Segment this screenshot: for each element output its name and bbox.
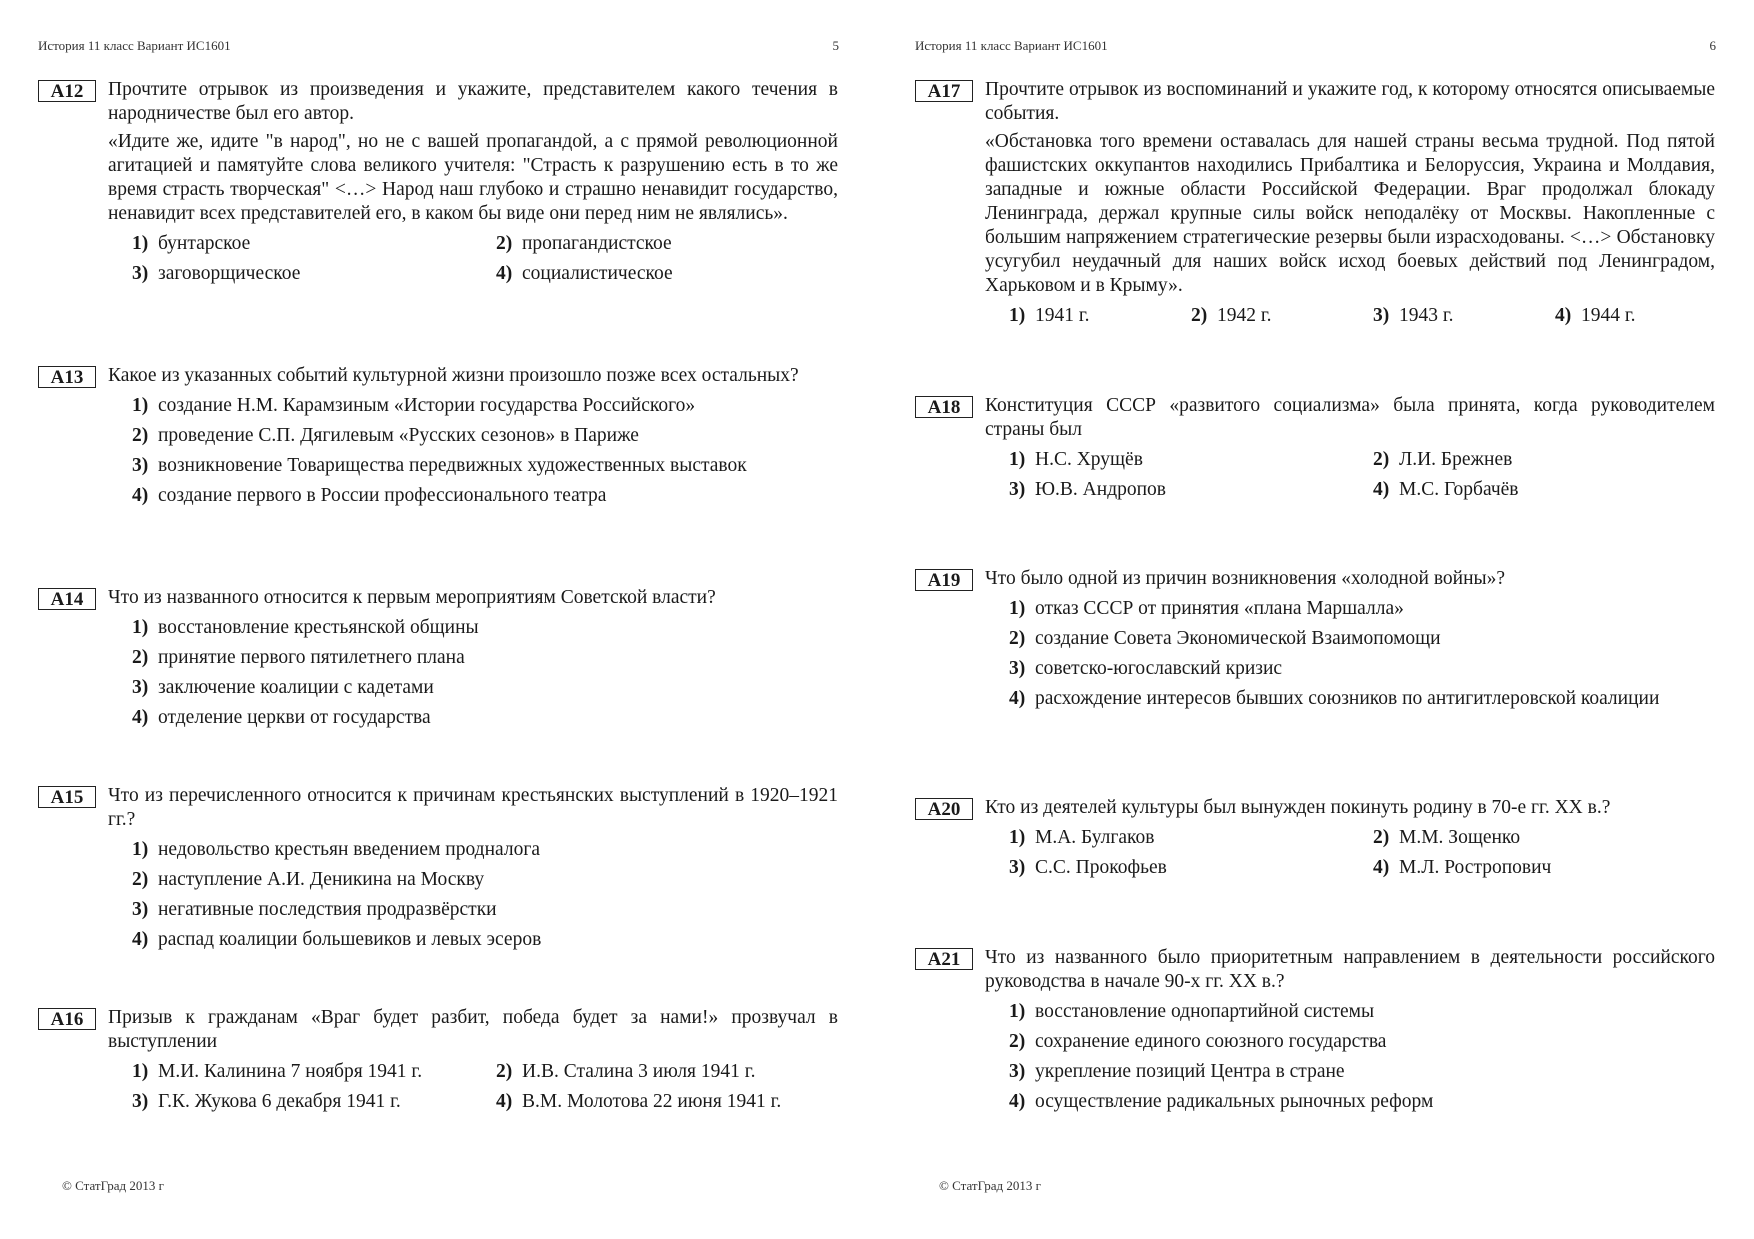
- question-text: Что из названного было приоритетным направлением в деятельности российского руководства в начале 90-х гг. XX в.?: [985, 947, 1715, 992]
- answer-option[interactable]: 3) возникновение Товарищества передвижных художественных выставок: [132, 455, 747, 476]
- answer-option[interactable]: 3) заключение коалиции с кадетами: [132, 677, 434, 698]
- question-text: Конституция СССР «развитого социализма» была принята, когда руководителем страны был: [985, 395, 1715, 440]
- answer-option[interactable]: 4) социалистическое: [496, 263, 673, 284]
- answer-option[interactable]: 1) М.А. Булгаков: [1009, 827, 1155, 848]
- answer-option[interactable]: 3) С.С. Прокофьев: [1009, 857, 1167, 878]
- question-a18: [915, 394, 1715, 502]
- answer-option[interactable]: 4) М.Л. Ростропович: [1373, 857, 1552, 878]
- answer-option[interactable]: 4) М.С. Горбачёв: [1373, 479, 1519, 500]
- question-number-box: A12: [38, 80, 96, 102]
- answer-option[interactable]: 3) 1943 г.: [1373, 305, 1454, 326]
- question-a14: [38, 586, 838, 736]
- answer-option[interactable]: 4) расхождение интересов бывших союзников по антигитлеровской коалиции: [1009, 688, 1660, 709]
- page-number: 5: [832, 38, 839, 53]
- answer-option[interactable]: 3) советско-югославский кризис: [1009, 658, 1283, 679]
- answer-option[interactable]: 1) 1941 г.: [1009, 305, 1090, 326]
- answer-option[interactable]: 1) восстановление крестьянской общины: [132, 617, 479, 638]
- question-a19: [915, 567, 1715, 717]
- answer-options: [132, 1060, 838, 1114]
- question-number-box: A17: [915, 80, 973, 102]
- answer-option[interactable]: 1) восстановление однопартийной системы: [1009, 1001, 1375, 1022]
- question-a16: [38, 1006, 838, 1114]
- question-text: Что было одной из причин возникновения «холодной войны»?: [985, 568, 1506, 589]
- question-text: Прочтите отрывок из воспоминаний и укажите год, к которому относятся описываемые события.: [985, 79, 1715, 124]
- answer-option[interactable]: 1) бунтарское: [132, 233, 251, 254]
- answer-option[interactable]: 2) 1942 г.: [1191, 305, 1272, 326]
- question-number-box: A14: [38, 588, 96, 610]
- answer-options: [132, 838, 838, 952]
- question-text: Что из названного относится к первым мероприятиям Советской власти?: [108, 587, 716, 608]
- answer-option[interactable]: 4) 1944 г.: [1555, 305, 1636, 326]
- question-number-box: A13: [38, 366, 96, 388]
- question-a21: [915, 946, 1715, 1120]
- answer-option[interactable]: 3) укрепление позиций Центра в стране: [1009, 1061, 1345, 1082]
- answer-options: [132, 616, 838, 730]
- header-title: История 11 класс Вариант ИС1601: [38, 38, 231, 53]
- answer-option[interactable]: 2) создание Совета Экономической Взаимопомощи: [1009, 628, 1441, 649]
- answer-options: [1009, 1000, 1715, 1114]
- question-a12: [38, 78, 838, 286]
- question-number-box: A21: [915, 948, 973, 970]
- question-a17: [915, 78, 1715, 334]
- question-number-box: A19: [915, 569, 973, 591]
- answer-option[interactable]: 4) осуществление радикальных рыночных реформ: [1009, 1091, 1434, 1112]
- question-text: Какое из указанных событий культурной жизни произошло позже всех остальных?: [108, 365, 799, 386]
- answer-options: [1009, 448, 1715, 502]
- answer-option[interactable]: 4) отделение церкви от государства: [132, 707, 431, 728]
- answer-option[interactable]: 3) Г.К. Жукова 6 декабря 1941 г.: [132, 1091, 401, 1112]
- answer-option[interactable]: 4) В.М. Молотова 22 июня 1941 г.: [496, 1091, 782, 1112]
- question-text: Что из перечисленного относится к причинам крестьянских выступлений в 1920–1921 гг.?: [108, 785, 838, 830]
- answer-options: [1009, 597, 1715, 711]
- answer-option[interactable]: 1) создание Н.М. Карамзиным «Истории государства Российского»: [132, 395, 696, 416]
- question-quote: «Идите же, идите "в народ", но не с вашей пропагандой, а с прямой революционной агитацией и памятуйте слова великого учителя: "Страсть к разрушению есть в то же время страсть творческая" <…> Народ наш глубоко и страшно ненавидит государство, ненавидит всех представителей его, в каком бы виде они перед ним не являлись».: [108, 131, 838, 224]
- answer-option[interactable]: 2) наступление А.И. Деникина на Москву: [132, 869, 485, 890]
- answer-option[interactable]: 4) распад коалиции большевиков и левых эсеров: [132, 929, 542, 950]
- answer-option[interactable]: 3) Ю.В. Андропов: [1009, 479, 1167, 500]
- question-a15: [38, 784, 838, 958]
- question-text: Кто из деятелей культуры был вынужден покинуть родину в 70-е гг. XX в.?: [985, 797, 1611, 818]
- question-text: Прочтите отрывок из произведения и укажите, представителем какого течения в народничестве был его автор.: [108, 79, 838, 124]
- page-number: 6: [1709, 38, 1716, 53]
- answer-option[interactable]: 2) принятие первого пятилетнего плана: [132, 647, 465, 668]
- answer-option[interactable]: 2) проведение С.П. Дягилевым «Русских сезонов» в Париже: [132, 425, 639, 446]
- answer-option[interactable]: 1) М.И. Калинина 7 ноября 1941 г.: [132, 1061, 423, 1082]
- question-quote: «Обстановка того времени оставалась для нашей страны весьма трудной. Под пятой фашистских оккупантов находились Прибалтика и Белоруссия, Украина и Молдавия, западные и южные области Российской Федерации. Враг продолжал блокаду Ленинграда, держал крупные силы войск неподалёку от Москвы. Накопленные с большим напряжением стратегические резервы были израсходованы. <…> Обстановку усугубил неудачный для наших войск исход боевых действий под Ленинградом, Харьковом и в Крыму».: [985, 131, 1715, 296]
- answer-options: [1009, 826, 1715, 880]
- page-header: [38, 38, 839, 54]
- answer-option[interactable]: 2) сохранение единого союзного государства: [1009, 1031, 1387, 1052]
- page-header: [915, 38, 1716, 54]
- answer-options: [132, 232, 838, 286]
- answer-option[interactable]: 2) Л.И. Брежнев: [1373, 449, 1513, 470]
- answer-options: [132, 394, 838, 508]
- answer-options: [1009, 304, 1715, 334]
- question-number-box: A18: [915, 396, 973, 418]
- answer-option[interactable]: 1) Н.С. Хрущёв: [1009, 449, 1143, 470]
- answer-option[interactable]: 2) пропагандистское: [496, 233, 672, 254]
- answer-option[interactable]: 3) заговорщическое: [132, 263, 301, 284]
- answer-option[interactable]: 2) М.М. Зощенко: [1373, 827, 1521, 848]
- question-number-box: A15: [38, 786, 96, 808]
- question-a13: [38, 364, 838, 514]
- copyright: © СтатГрад 2013 г: [939, 1178, 1041, 1193]
- question-text: Призыв к гражданам «Враг будет разбит, победа будет за нами!» прозвучал в выступлении: [108, 1007, 838, 1052]
- answer-option[interactable]: 4) создание первого в России профессионального театра: [132, 485, 607, 506]
- answer-option[interactable]: 3) негативные последствия продразвёрстки: [132, 899, 497, 920]
- answer-option[interactable]: 1) недовольство крестьян введением продналога: [132, 839, 540, 860]
- copyright: © СтатГрад 2013 г: [62, 1178, 164, 1193]
- question-a20: [915, 796, 1715, 880]
- question-number-box: A20: [915, 798, 973, 820]
- header-title: История 11 класс Вариант ИС1601: [915, 38, 1108, 53]
- answer-option[interactable]: 2) И.В. Сталина 3 июля 1941 г.: [496, 1061, 756, 1082]
- answer-option[interactable]: 1) отказ СССР от принятия «плана Маршалла»: [1009, 598, 1404, 619]
- right-page: [877, 0, 1754, 1239]
- question-number-box: A16: [38, 1008, 96, 1030]
